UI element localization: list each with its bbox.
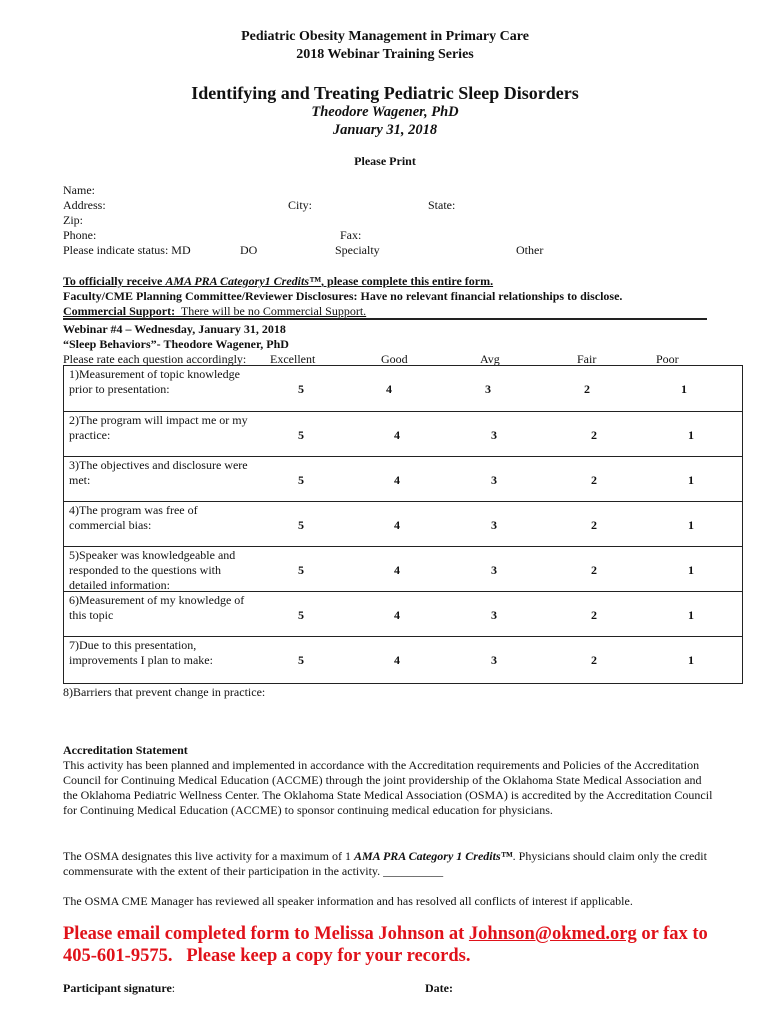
- accreditation-paragraph: This activity has been planned and implemented in accordance with the Accreditation requirements and Policies of the Accreditation Council for Continuing Medical Education (ACCME) through the joint providership of the Oklahoma State Medical Association and the Oklahoma Pediatric Wellness Center. The Oklahoma State Medical Association (OSMA) is accredited by the Accreditation Council for Continuing Medical Education (ACCME) to sponsor continuing medical education for physicians.: [63, 758, 713, 817]
- city-field[interactable]: [313, 198, 427, 212]
- rating-3-excellent[interactable]: 5: [298, 472, 304, 487]
- signature-field[interactable]: [180, 981, 388, 995]
- other-field[interactable]: [547, 243, 698, 257]
- status-do-label: DO: [240, 243, 258, 257]
- presentation-date: January 31, 2018: [332, 122, 438, 138]
- credit-designation-post: . Physicians should claim only the credit commensurate with the extent of their participation in the activity. __________: [63, 849, 707, 878]
- rating-2-good[interactable]: 4: [394, 427, 400, 442]
- email-instructions-post: or fax to: [636, 924, 708, 944]
- section-divider: [63, 318, 707, 320]
- rating-6-avg[interactable]: 3: [491, 607, 497, 622]
- rating-1-excellent[interactable]: 5: [298, 381, 304, 396]
- rating-5-poor[interactable]: 1: [688, 562, 694, 577]
- email-instructions-pre: Please email completed form to Melissa Johnson at: [63, 924, 469, 944]
- rating-6-fair[interactable]: 2: [591, 607, 597, 622]
- scale-good: Good: [381, 352, 408, 366]
- webinar-heading: Webinar #4 – Wednesday, January 31, 2018: [63, 322, 286, 336]
- rating-2-excellent[interactable]: 5: [298, 427, 304, 442]
- date-label: Date:: [425, 981, 453, 995]
- zip-field[interactable]: [82, 213, 279, 227]
- phone-label: Phone:: [63, 228, 97, 242]
- rating-row-3: [64, 456, 742, 502]
- rating-7-good[interactable]: 4: [394, 652, 400, 667]
- name-label: Name:: [63, 183, 95, 197]
- rating-5-avg[interactable]: 3: [491, 562, 497, 577]
- date-field[interactable]: [456, 981, 624, 995]
- state-label: State:: [428, 198, 456, 212]
- rating-3-good[interactable]: 4: [394, 472, 400, 487]
- credit-designation: [63, 849, 713, 879]
- disclosure-statement: Faculty/CME Planning Committee/Reviewer Disclosures: Have no relevant financial relationships to disclose.: [63, 289, 623, 303]
- rating-1-good[interactable]: 4: [386, 381, 392, 396]
- conflict-statement: The OSMA CME Manager has reviewed all speaker information and has resolved all conflicts of interest if applicable.: [63, 894, 633, 908]
- fax-instructions: 405-601-9575. Please keep a copy for your records.: [63, 946, 471, 966]
- scale-avg: Avg: [480, 352, 500, 366]
- email-link[interactable]: Johnson@okmed.org: [468, 924, 637, 944]
- question-6: 6)Measurement of my knowledge of this topic: [69, 593, 245, 622]
- webinar-subheading: “Sleep Behaviors”- Theodore Wagener, PhD: [63, 337, 289, 351]
- signature-label-text: Participant signature: [63, 981, 172, 995]
- question-5: 5)Speaker was knowledgeable and responded to the questions with detailed information:: [69, 548, 236, 592]
- rating-6-poor[interactable]: 1: [688, 607, 694, 622]
- rating-1-avg[interactable]: 3: [485, 381, 491, 396]
- credit-notice-post: , please complete this entire form.: [321, 274, 494, 288]
- rating-7-avg[interactable]: 3: [491, 652, 497, 667]
- zip-label: Zip:: [63, 213, 83, 227]
- page-title: Identifying and Treating Pediatric Sleep Disorders: [191, 83, 579, 103]
- question-4: 4)The program was free of commercial bias:: [69, 503, 198, 532]
- scale-poor: Poor: [656, 352, 679, 366]
- rating-2-avg[interactable]: 3: [491, 427, 497, 442]
- address-field[interactable]: [108, 198, 276, 212]
- rating-instruction: Please rate each question accordingly:: [63, 352, 247, 366]
- rating-4-avg[interactable]: 3: [491, 517, 497, 532]
- commercial-support-label: Commercial Support:: [63, 304, 176, 318]
- scale-excellent: Excellent: [270, 352, 316, 366]
- please-print-note: Please Print: [354, 154, 416, 168]
- address-label: Address:: [63, 198, 106, 212]
- rating-4-fair[interactable]: 2: [591, 517, 597, 532]
- credit-notice-credits: AMA PRA Category1 Credits™: [165, 274, 322, 288]
- rating-3-poor[interactable]: 1: [688, 472, 694, 487]
- commercial-support: [63, 304, 366, 319]
- phone-field[interactable]: [98, 228, 286, 242]
- rating-5-good[interactable]: 4: [394, 562, 400, 577]
- rating-table: [63, 365, 743, 684]
- credit-notice: [63, 274, 493, 289]
- barriers-label: 8)Barriers that prevent change in practice:: [63, 685, 266, 699]
- status-do-field[interactable]: [260, 243, 310, 257]
- city-label: City:: [288, 198, 313, 212]
- rating-row-5: [64, 546, 742, 592]
- rating-row-1: [64, 366, 742, 411]
- rating-2-poor[interactable]: 1: [688, 427, 694, 442]
- credit-designation-pre: The OSMA designates this live activity for a maximum of 1: [63, 849, 354, 863]
- scale-fair: Fair: [577, 352, 597, 366]
- fax-field[interactable]: [362, 228, 617, 242]
- presenter-name: Theodore Wagener, PhD: [311, 104, 459, 120]
- accreditation-heading: Accreditation Statement: [63, 743, 188, 757]
- status-md-field[interactable]: [198, 243, 240, 257]
- rating-5-excellent[interactable]: 5: [298, 562, 304, 577]
- email-instructions: [63, 924, 708, 945]
- signature-label: [63, 981, 175, 996]
- rating-1-fair[interactable]: 2: [584, 381, 590, 396]
- state-field[interactable]: [459, 198, 697, 212]
- question-3: 3)The objectives and disclosure were met:: [69, 458, 248, 487]
- question-1: 1)Measurement of topic knowledge prior to presentation:: [69, 367, 240, 396]
- rating-3-avg[interactable]: 3: [491, 472, 497, 487]
- specialty-field[interactable]: [383, 243, 508, 257]
- signature-colon: :: [171, 981, 176, 995]
- credit-designation-credits: AMA PRA Category 1 Credits™: [353, 849, 513, 863]
- name-field[interactable]: [96, 183, 693, 197]
- barriers-field[interactable]: [63, 705, 689, 719]
- rating-2-fair[interactable]: 2: [591, 427, 597, 442]
- series-title: Pediatric Obesity Management in Primary Care: [241, 29, 529, 44]
- rating-6-good[interactable]: 4: [394, 607, 400, 622]
- rating-7-excellent[interactable]: 5: [298, 652, 304, 667]
- rating-5-fair[interactable]: 2: [591, 562, 597, 577]
- other-label: Other: [516, 243, 544, 257]
- rating-row-4: [64, 501, 742, 547]
- rating-7-poor[interactable]: 1: [688, 652, 694, 667]
- rating-row-7: [64, 636, 742, 682]
- question-7: 7)Due to this presentation, improvements I plan to make:: [69, 638, 213, 667]
- credit-notice-pre: To officially receive: [63, 274, 166, 288]
- fax-label: Fax:: [340, 228, 362, 242]
- question-2: 2)The program will impact me or my practice:: [69, 413, 248, 442]
- rating-1-poor[interactable]: 1: [681, 381, 687, 396]
- rating-7-fair[interactable]: 2: [591, 652, 597, 667]
- rating-4-poor[interactable]: 1: [688, 517, 694, 532]
- commercial-support-text: There will be no Commercial Support.: [175, 304, 367, 318]
- specialty-label: Specialty: [335, 243, 380, 257]
- status-label: Please indicate status: MD: [63, 243, 191, 257]
- series-subtitle: 2018 Webinar Training Series: [296, 47, 474, 62]
- rating-3-fair[interactable]: 2: [591, 472, 597, 487]
- rating-6-excellent[interactable]: 5: [298, 607, 304, 622]
- rating-4-excellent[interactable]: 5: [298, 517, 304, 532]
- rating-row-2: [64, 411, 742, 457]
- rating-row-6: [64, 591, 742, 637]
- rating-4-good[interactable]: 4: [394, 517, 400, 532]
